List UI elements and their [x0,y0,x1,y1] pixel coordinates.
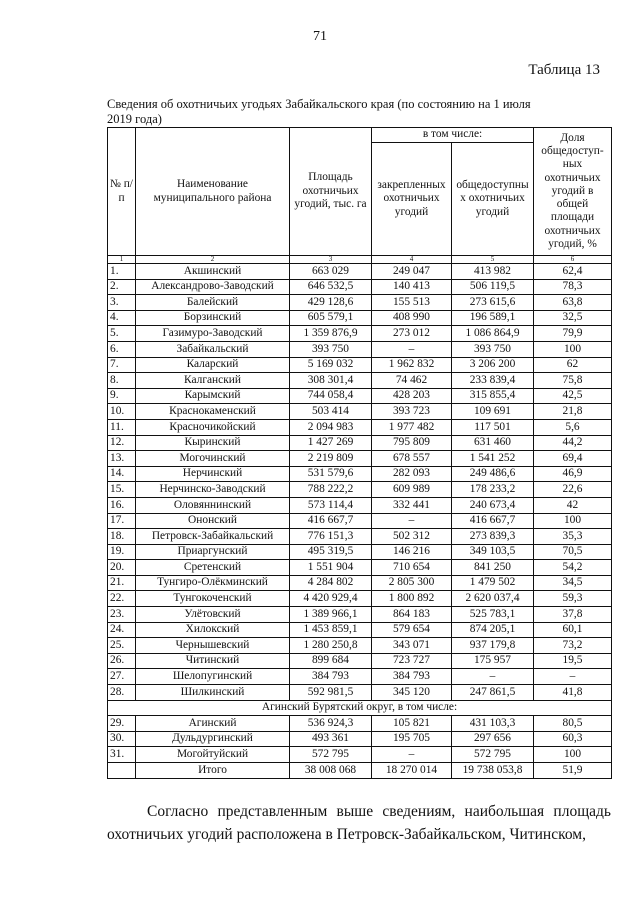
assigned-value: 345 120 [372,685,452,701]
public-value: 631 460 [452,435,534,451]
row-number: 4. [108,310,136,326]
hunting-grounds-table [107,127,612,779]
district-name: Могойтуйский [136,747,290,763]
share-value: 35,3 [534,529,612,545]
share-value: 62 [534,357,612,373]
table-row [108,716,612,732]
index-cell: 5 [452,256,534,264]
public-value: 240 673,4 [452,497,534,513]
district-name: Забайкальский [136,341,290,357]
table-row [108,653,612,669]
row-number: 17. [108,513,136,529]
public-value: 349 103,5 [452,544,534,560]
area-value: 493 361 [290,731,372,747]
assigned-value: 155 513 [372,295,452,311]
header-area: Площадь охотничьих угодий, тыс. га [290,128,372,256]
assigned-value: 1 800 892 [372,591,452,607]
table-row [108,326,612,342]
row-number: 30. [108,731,136,747]
table-row [108,435,612,451]
public-value: 175 957 [452,653,534,669]
area-value: 1 359 876,9 [290,326,372,342]
area-value: 899 684 [290,653,372,669]
share-value: 100 [534,513,612,529]
okrug-body [108,716,612,763]
public-value: 297 656 [452,731,534,747]
district-name: Тунгиро-Олёкминский [136,575,290,591]
table-row [108,685,612,701]
row-number: 16. [108,497,136,513]
row-number: 10. [108,404,136,420]
district-name: Краснокаменский [136,404,290,420]
share-value: 19,5 [534,653,612,669]
assigned-value: 609 989 [372,482,452,498]
district-name: Газимуро-Заводский [136,326,290,342]
table-caption: Сведения об охотничьих угодьях Забайкальского края (по состоянию на 1 июля [107,97,531,111]
row-number: 21. [108,575,136,591]
row-number: 24. [108,622,136,638]
total-area: 38 008 068 [290,763,372,779]
table-body [108,264,612,701]
area-value: 2 219 809 [290,451,372,467]
public-value: 273 839,3 [452,529,534,545]
share-value: 79,9 [534,326,612,342]
row-number: 5. [108,326,136,342]
share-value: 60,1 [534,622,612,638]
index-cell: 4 [372,256,452,264]
area-value: 1 551 904 [290,560,372,576]
public-value: 1 086 864,9 [452,326,534,342]
row-number: 13. [108,451,136,467]
share-value: 62,4 [534,264,612,280]
row-number: 20. [108,560,136,576]
share-value: 32,5 [534,310,612,326]
total-assigned: 18 270 014 [372,763,452,779]
table-row [108,513,612,529]
table-row [108,388,612,404]
area-value: 536 924,3 [290,716,372,732]
assigned-value: 678 557 [372,451,452,467]
district-name: Хилокский [136,622,290,638]
district-name: Александрово-Заводский [136,279,290,295]
area-value: 1 280 250,8 [290,638,372,654]
public-value: 233 839,4 [452,373,534,389]
share-value: 100 [534,747,612,763]
share-value: 37,8 [534,607,612,623]
row-number: 22. [108,591,136,607]
assigned-value: 140 413 [372,279,452,295]
area-value: 788 222,2 [290,482,372,498]
public-value: 109 691 [452,404,534,420]
public-value: 178 233,2 [452,482,534,498]
assigned-value: 249 047 [372,264,452,280]
district-name: Приаргунский [136,544,290,560]
district-name: Сретенский [136,560,290,576]
assigned-value: 408 990 [372,310,452,326]
district-name: Нерчинский [136,466,290,482]
column-index-row [108,256,612,264]
body-paragraph [107,800,611,846]
share-value: 21,8 [534,404,612,420]
assigned-value: 74 462 [372,373,452,389]
row-number: 19. [108,544,136,560]
district-name: Балейский [136,295,290,311]
table-row [108,747,612,763]
page-number: 71 [313,29,327,44]
index-cell: 2 [136,256,290,264]
assigned-value: 2 805 300 [372,575,452,591]
table-row [108,341,612,357]
table-row [108,575,612,591]
row-number: 9. [108,388,136,404]
row-number: 23. [108,607,136,623]
area-value: 1 453 859,1 [290,622,372,638]
okrug-header-row [108,700,612,716]
row-number: 28. [108,685,136,701]
share-value: 60,3 [534,731,612,747]
table-label: Таблица 13 [528,62,600,78]
share-value: 69,4 [534,451,612,467]
share-value: 75,8 [534,373,612,389]
paragraph-text: Согласно представленным выше сведениям, наибольшая площадь охотничьих угодий расположена в Петровск-Забайкальском, Читинском, [107,803,611,843]
row-number: 31. [108,747,136,763]
share-value: 42,5 [534,388,612,404]
share-value: 5,6 [534,419,612,435]
table-row [108,451,612,467]
share-value: 73,2 [534,638,612,654]
area-value: 1 389 966,1 [290,607,372,623]
area-value: 308 301,4 [290,373,372,389]
district-name: Шилкинский [136,685,290,701]
district-name: Нерчинско-Заводский [136,482,290,498]
public-value: 1 479 502 [452,575,534,591]
row-number: 3. [108,295,136,311]
share-value: 34,5 [534,575,612,591]
index-cell: 6 [534,256,612,264]
area-value: 503 414 [290,404,372,420]
area-value: 429 128,6 [290,295,372,311]
assigned-value: 428 203 [372,388,452,404]
assigned-value: 723 727 [372,653,452,669]
share-value: 41,8 [534,685,612,701]
share-value: 44,2 [534,435,612,451]
index-cell: 1 [108,256,136,264]
row-number: 25. [108,638,136,654]
assigned-value: 195 705 [372,731,452,747]
district-name: Каларский [136,357,290,373]
share-value: 59,3 [534,591,612,607]
area-value: 776 151,3 [290,529,372,545]
table-row [108,622,612,638]
public-value: – [452,669,534,685]
area-value: 4 420 929,4 [290,591,372,607]
table-row [108,419,612,435]
public-value: 874 205,1 [452,622,534,638]
area-value: 744 058,4 [290,388,372,404]
assigned-value: 1 962 832 [372,357,452,373]
public-value: 937 179,8 [452,638,534,654]
public-value: 506 119,5 [452,279,534,295]
district-name: Улётовский [136,607,290,623]
total-share: 51,9 [534,763,612,779]
row-number: 11. [108,419,136,435]
district-name: Чернышевский [136,638,290,654]
area-value: 1 427 269 [290,435,372,451]
row-number: 26. [108,653,136,669]
row-number: 2. [108,279,136,295]
share-value: 78,3 [534,279,612,295]
assigned-value: 579 654 [372,622,452,638]
row-number: 1. [108,264,136,280]
table-row [108,591,612,607]
header-num: № п/п [108,128,136,256]
district-name: Шелопугинский [136,669,290,685]
table-row [108,373,612,389]
district-name: Борзинский [136,310,290,326]
total-section [108,763,612,779]
public-value: 273 615,6 [452,295,534,311]
district-name: Калганский [136,373,290,389]
row-number: 27. [108,669,136,685]
area-value: 384 793 [290,669,372,685]
district-name: Тунгокоченский [136,591,290,607]
row-number: 8. [108,373,136,389]
district-name: Читинский [136,653,290,669]
district-name: Петровск-Забайкальский [136,529,290,545]
district-name: Оловяннинский [136,497,290,513]
public-value: 841 250 [452,560,534,576]
share-value: 22,6 [534,482,612,498]
table-row [108,310,612,326]
table-row [108,560,612,576]
district-name: Акшинский [136,264,290,280]
public-value: 416 667,7 [452,513,534,529]
total-num-cell [108,763,136,779]
area-value: 646 532,5 [290,279,372,295]
table-row [108,482,612,498]
share-value: 70,5 [534,544,612,560]
table-row [108,357,612,373]
header-including: в том числе: [372,128,534,143]
district-name: Красночикойский [136,419,290,435]
area-value: 572 795 [290,747,372,763]
header-assigned: закрепленных охотничьих угодий [372,143,452,256]
public-value: 3 206 200 [452,357,534,373]
table-row [108,466,612,482]
district-name: Могочинский [136,451,290,467]
area-value: 416 667,7 [290,513,372,529]
public-value: 525 783,1 [452,607,534,623]
header-share: Доля общедоступ-ных охотничьих угодий в общей площади охотничьих угодий, % [534,128,612,256]
okrug-section [108,700,612,716]
row-number: 29. [108,716,136,732]
public-value: 572 795 [452,747,534,763]
public-value: 2 620 037,4 [452,591,534,607]
table-row [108,544,612,560]
assigned-value: 795 809 [372,435,452,451]
public-value: 1 541 252 [452,451,534,467]
assigned-value: 332 441 [372,497,452,513]
assigned-value: 864 183 [372,607,452,623]
assigned-value: 393 723 [372,404,452,420]
share-value: 100 [534,341,612,357]
assigned-value: 343 071 [372,638,452,654]
okrug-header: Агинский Бурятский округ, в том числе: [108,700,612,716]
district-name: Карымский [136,388,290,404]
row-number: 12. [108,435,136,451]
district-name: Ононский [136,513,290,529]
share-value: – [534,669,612,685]
assigned-value: 146 216 [372,544,452,560]
assigned-value: 710 654 [372,560,452,576]
area-value: 2 094 983 [290,419,372,435]
total-label: Итого [136,763,290,779]
table-row [108,497,612,513]
area-value: 573 114,4 [290,497,372,513]
table-row [108,731,612,747]
assigned-value: 384 793 [372,669,452,685]
table-row [108,607,612,623]
row-number: 14. [108,466,136,482]
area-value: 531 579,6 [290,466,372,482]
assigned-value: 1 977 482 [372,419,452,435]
district-name: Кыринский [136,435,290,451]
public-value: 249 486,6 [452,466,534,482]
area-value: 4 284 802 [290,575,372,591]
public-value: 117 501 [452,419,534,435]
row-number: 18. [108,529,136,545]
assigned-value: 282 093 [372,466,452,482]
table-caption-continued: 2019 года) [107,112,162,126]
area-value: 393 750 [290,341,372,357]
share-value: 54,2 [534,560,612,576]
share-value: 63,8 [534,295,612,311]
row-number: 7. [108,357,136,373]
public-value: 247 861,5 [452,685,534,701]
row-number: 15. [108,482,136,498]
public-value: 413 982 [452,264,534,280]
share-value: 46,9 [534,466,612,482]
total-public: 19 738 053,8 [452,763,534,779]
table-row [108,264,612,280]
public-value: 431 103,3 [452,716,534,732]
public-value: 393 750 [452,341,534,357]
area-value: 663 029 [290,264,372,280]
assigned-value: – [372,747,452,763]
table-row [108,529,612,545]
area-value: 5 169 032 [290,357,372,373]
table-row [108,404,612,420]
area-value: 592 981,5 [290,685,372,701]
public-value: 315 855,4 [452,388,534,404]
district-name: Агинский [136,716,290,732]
assigned-value: 105 821 [372,716,452,732]
row-number: 6. [108,341,136,357]
share-value: 80,5 [534,716,612,732]
table-row [108,295,612,311]
area-value: 605 579,1 [290,310,372,326]
public-value: 196 589,1 [452,310,534,326]
table-row [108,669,612,685]
district-name: Дульдургинский [136,731,290,747]
assigned-value: – [372,341,452,357]
header-name: Наименование муниципального района [136,128,290,256]
index-cell: 3 [290,256,372,264]
assigned-value: 502 312 [372,529,452,545]
assigned-value: 273 012 [372,326,452,342]
assigned-value: – [372,513,452,529]
area-value: 495 319,5 [290,544,372,560]
table-row [108,279,612,295]
header-public: общедоступны х охотничьих угодий [452,143,534,256]
total-row [108,763,612,779]
share-value: 42 [534,497,612,513]
table-row [108,638,612,654]
